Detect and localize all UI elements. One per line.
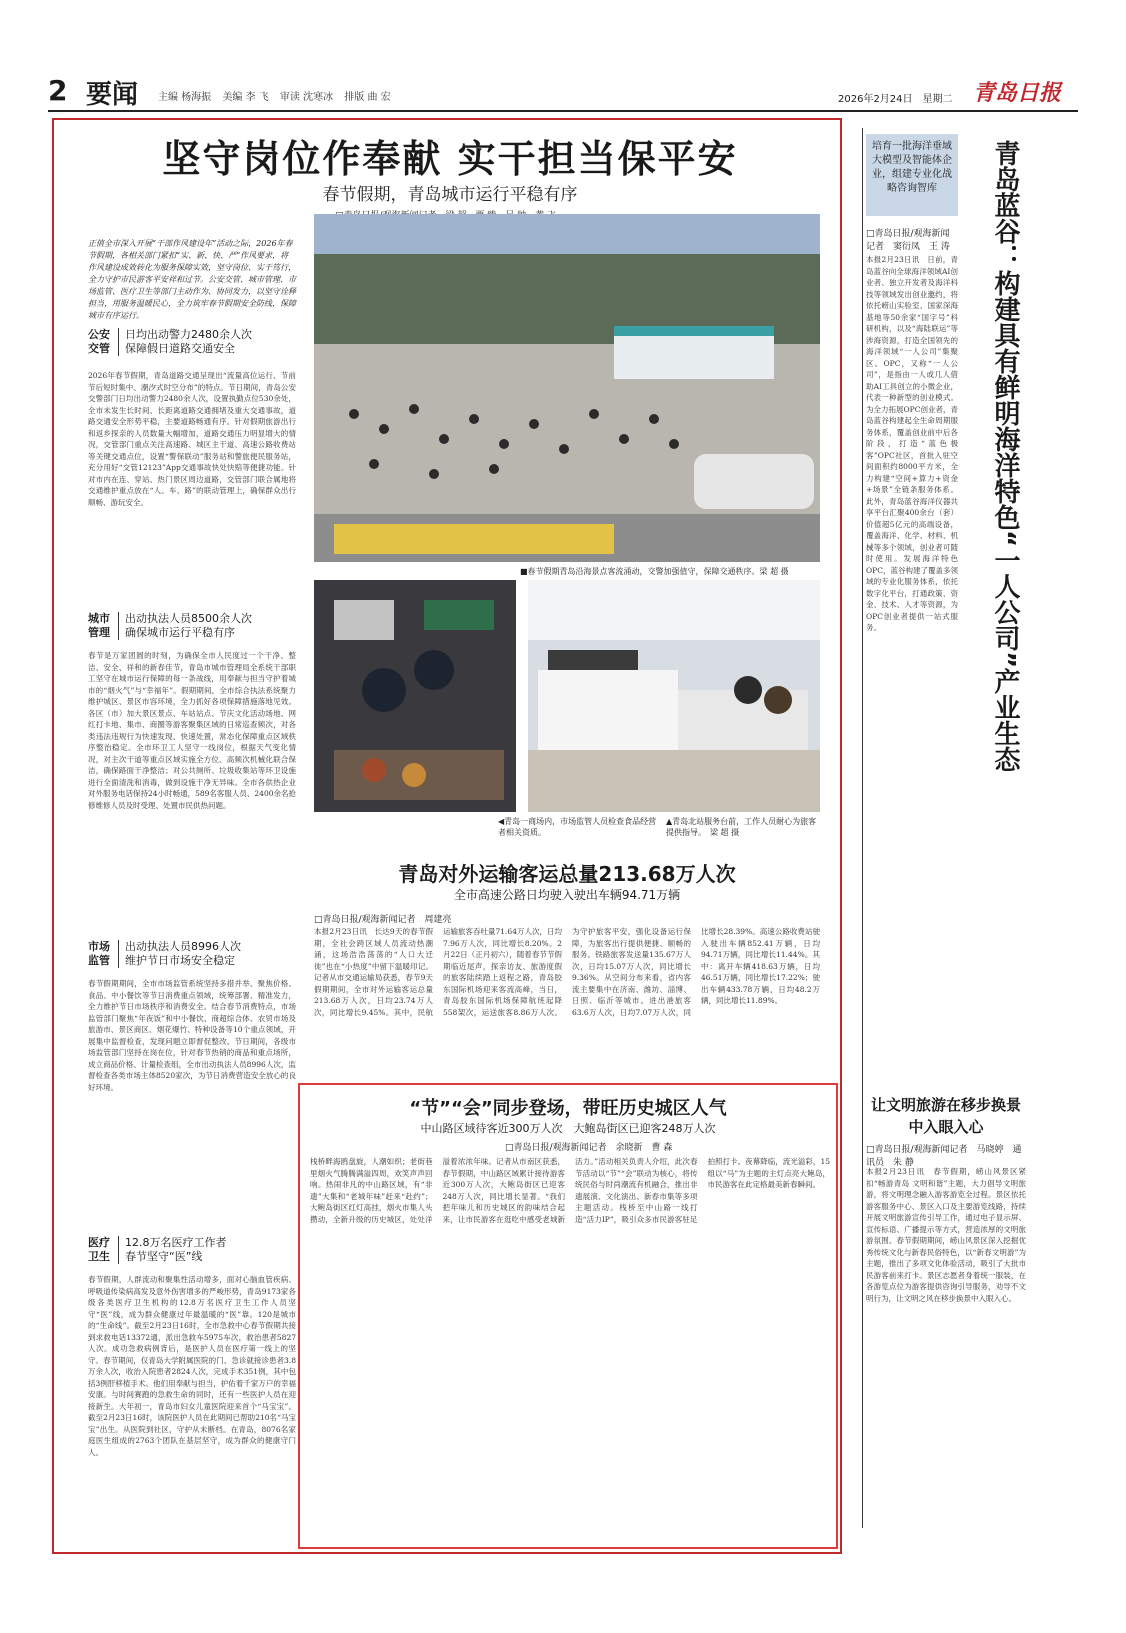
newspaper-logo: 青岛日报 [973, 80, 1062, 106]
photo-crowd-seaside [314, 214, 820, 562]
transport-subheadline: 全市高速公路日均驶入驶出车辆94.71万辆 [453, 888, 681, 902]
issue-date: 2026年2月24日 星期二 [838, 94, 953, 105]
photo1-caption: ■春节假期青岛沿海景点客流涌动，交警加强值守，保障交通秩序。梁 超 摄 [520, 567, 789, 576]
festival-headline: “节”“会”同步登场，带旺历史城区人气 [409, 1098, 727, 1119]
photo2-caption: ◀青岛一商场内，市场监管人员检查食品经营者相关资质。 [498, 817, 657, 837]
photo-railway-station [528, 580, 820, 812]
blue-gu-text: 本报2月23日讯 日前，青岛蓝谷向全球海洋领域AI创业者、独立开发者及海洋科技等领域发出创业邀约，将依托崂山实验室、国家深海基地等50余家“国字号”科研机构，以及“海陆联运”等涉海资源，打造全国领先的海洋领域“一人公司”集聚区。OPC，又称“一人公司”，是指由一人或几人借助AI工具创立的小微企业，代表一种新型的创业模式。为全力拓展OPC创业者，青岛蓝谷构建起全生命周期服务体系，覆盖创业前中后各阶段，打造“蓝色极客”OPC社区，首批入驻空间面积约8000平方米，全力构建“空间+算力+资金+场景”全链条服务体系。此外，青岛蓝谷海洋仪器共享平台汇聚400余台（套）价值超5亿元的高端设备，覆盖海洋、化学、材料、机械等多个领域，创业者可随时使用。发展海洋特色OPC，蓝谷构建了覆盖多领域的专业化服务体系，依托数字化平台，打通政策、资金、技术、人才等资源，为OPC创业者提供一站式服务。 [866, 255, 958, 632]
civil-travel-text: 本报2月23日讯 春节假期，崂山风景区紧扣“畅游青岛 文明和谐”主题，大力倡导文明旅游，将文明理念融入游客游览全过程。景区依托游客服务中心、景区入口及主要游览线路，持续开展文明旅游宣传引导工作，通过电子显示屏、宣传标语、广播提示等方式，营造浓厚的文明旅游氛围。春节假期期间，崂山风景区深入挖掘优秀传统文化与新春民俗特色，以“新春文明游”为主题，推出了多项文化体验活动，吸引了大批市民游客前来打卡。景区志愿者身着统一服装，在各游览点位为游客提供咨询引导服务，劝导不文明行为，让文明之风在移步换景中入眼入心。 [866, 1167, 1026, 1303]
blue-gu-byline: □青岛日报/观海新闻记者 窦衍凤 王 涛 [866, 229, 950, 252]
photo3-caption: ▲青岛北站服务台前，工作人员耐心为旅客提供指导。 梁 超 摄 [666, 817, 817, 837]
section-text-market: 春节假期期间，全市市场监管系统坚持多措并举、聚焦价格、食品、中小餐饮等节日消费重点领域，统筹部署、精准发力，全力维护节日市场秩序和消费安全。结合春节消费特点，市场监管部门聚焦“年夜饭”和中小餐饮、商超综合体、农贸市场及旅游市、景区商区、烟花爆竹、特种设备等10个重点领域，开展集中监督检查，发现问题立即督促整改。节日期间，各级市场监管部门坚持在岗在位，针对春节热销的商品和重点场所，成立商品价格、计量检查组，全市出动执法人员8996人次，监督检查各类市场主体8520家次，为节日消费营造安全放心的良好环境。 [88, 979, 296, 1092]
page-header [48, 70, 1078, 112]
main-subheadline: 春节假期，青岛城市运行平稳有序 [322, 185, 578, 205]
photo-station-illustration [528, 580, 820, 812]
page-number: 2 [48, 74, 68, 107]
civil-travel-headline: 让文明旅游在移步换景中入眼入心 [870, 1096, 1021, 1136]
transport-byline-text: □青岛日报/观海新闻记者 周建亮 [314, 915, 452, 925]
column-divider [862, 128, 863, 1528]
festival-text: 栈桥畔海鸥盘旋，人潮如织；老街巷里烟火气腾腾满溢四周，欢笑声声回响。热闹非凡的中山路区域，有“非遗”大集和“老城年味”赶来“赴约”；大鲍岛街区红灯高挂，烟火市集人头攒动，全新升级的历史城区，处处洋溢着浓浓年味。记者从市南区获悉，春节假期，中山路区域累计接待游客近300万人次，大鲍岛街区已迎客248万人次，同比增长显著。“我们把年味儿和历史城区的韵味结合起来，让市民游客在逛吃中感受老城新活力。”活动相关负责人介绍，此次春节活动以“节”“会”联动为核心，将传统民俗与时尚潮流有机融合，推出非遗展演、文化演出、新春市集等多项主题活动。栈桥至中山路一线打造“活力IP”，吸引众多市民游客驻足拍照打卡。夜幕降临，流光溢彩，15组以“马”为主题的主灯点亮大鲍岛，市民游客在此定格最美新春瞬间。 [310, 1157, 830, 1224]
festival-subheadline: 中山路区域待客近300万人次 大鲍岛街区已迎客248万人次 [420, 1122, 716, 1135]
section-header-medical: 医疗卫生 12.8万名医疗工作者 春节坚守“医”线 [88, 1236, 227, 1263]
photo-crowd-illustration [314, 214, 820, 562]
festival-byline: □青岛日报/观海新闻记者 余晓新 曹 森 [505, 1143, 673, 1153]
editor-credits: 主编 杨海振 美编 李 飞 审读 沈寒冰 排版 曲 宏 [158, 92, 391, 103]
section-header-city: 城市管理 出动执法人员8500余人次 确保城市运行平稳有序 [88, 612, 252, 639]
section-header-traffic: 公安交管 日均出动警力2480余人次 保障假日道路交通安全 [88, 328, 252, 355]
section-text-medical: 春节假期，人群流动和聚集性活动增多，面对心脑血管疾病、呼吸道传染病高发及意外伤害增多的严峻形势，青岛9173家各级各类医疗卫生机构的12.8万名医疗卫生工作人员坚守“医”线，成为群众健康过年最温暖的“医”靠。120是城市的“生命线”。截至2月23日16时，全市急救中心春节假期共接到求救电话13372通，派出急救车5975车次，救治患者5827人次。成功急救病例背后，是医护人员在医疗第一线上的坚守。春节期间，仅青岛大学附属医院的门、急诊就接诊患者3.8万余人次，收治入院患者2824人次，完成手术351例，其中包括3例肝移植手术。他们用奉献与担当，护佑着千家万户的幸福安康。与时间赛跑的急救生命的同时，还有一些医护人员在迎接新生。大年初一，青岛市妇女儿童医院迎来首个“马宝宝”。截至2月23日16时，该院医护人员在此期间已帮助210名“马宝宝”出生。从医院到社区，守护从未断档。在青岛，8076名家庭医生组成的2763个团队在基层坚守，成为群众的健康守门人。 [88, 1275, 296, 1457]
main-intro: 正值全市深入开展“干部作风建设年”活动之际，2026年春节假期，各相关部门紧扣“实、新、快、严”作风要求，将作风建设成效转化为服务保障实效，坚守岗位、实干笃行，全力守护市民游客平安祥和过节。公安交管、城市管理、市场监管、医疗卫生等部门主动作为、协同发力，以坚守诠释担当，用服务温暖民心，全力筑牢春节假期安全防线，保障城市有序运行。 [88, 239, 296, 320]
section-name: 要闻 [86, 80, 139, 110]
photo-market-inspection [314, 580, 516, 812]
blue-gu-summary-box: 培育一批海洋垂域大模型及智能体企业，组建专业化战略咨询智库 [866, 134, 958, 216]
photo-inspection-illustration [314, 580, 516, 812]
section-text-city: 春节是万家团圆的时刻，为确保全市人民度过一个干净、整洁、安全、祥和的新春佳节，青岛市城市管理局全系统干部职工坚守在城市运行保障的每一条战线，用奉献与担当守护着城市的“烟火气”与“幸福年”。假期期间，全市综合执法系统聚力维护城区、景区市容环境，全力抓好各项保障措施落地见效。各区（市）加大景区景点、车站站点、节庆文化活动场地、网红打卡地、集市、商圈等游客聚集区域的日常巡查频次，对各类违法违规行为快速发现、快速处置，常态化保障重点区域秩序整治稳定。全市环卫工人坚守一线岗位，根据天气变化情况，对主次干道等重点区域实施全方位、高频次机械化联合保洁，确保路面干净整洁；对公共厕所、垃圾收集站等环卫设施进行全面清洗和消毒，做到设施干净无异味。全市各供热企业对外服务电话保持24小时畅通，589名客服人员、2400余名抢修维修人员及时受理、处置市民供热问题。 [88, 651, 296, 810]
section-text-traffic: 2026年春节假期，青岛道路交通呈现出“流量高位运行、节前节后短时集中、潮汐式时空分布”的特点。节日期间，青岛公安交警部门日均出动警力2480余人次，设置执勤点位530余处，全市未发生长时间、长距离道路交通拥堵及重大交通事故，道路交通安全形势平稳，主要道路畅通有序。针对假期旅游出行和返乡探亲的人员数量大幅增加，道路交通压力明显增大的情况，交管部门重点关注高速路、城区主干道、高速公路收费站等关键交通点位，设置“警保联动”服务站和警旅便民服务站，充分用好“交管12123”App交通事故快处快赔等便捷功能。针对市内在连、穿站、热门景区周边道路，交管部门联合属地将交通维护重点放在“人、车、路”的联动管理上，确保群众出行顺畅、游玩安全。 [88, 371, 296, 507]
transport-text: 本报2月23日讯 长达9天的春节假期，全社会跨区域人员流动热潮涌，这场浩浩荡荡的“人口大迁徙”也在“小热度”中留下温暖印记。记者从市交通运输局获悉，春节9天假期期间，全市对外运输客运总量213.68万人次，日均23.74万人次，同比增长9.45%。其中，民航运输旅客吞吐量71.64万人次，日均7.96万人次，同比增长8.20%。2月22日（正月初六），随着春节节假期临近尾声，探亲访友、旅游度假的旅客陆续踏上返程之路，青岛胶东国际机场迎来客流高峰，当日，青岛胶东国际机场保障航班起降558架次，运送旅客8.86万人次。为守护旅客平安，强化设备运行保障，为旅客出行提供便捷、顺畅的服务。铁路旅客发送量135.67万人次，日均15.07万人次，同比增长9.36%。从空间分布来看，省内客流主要集中在济南、潍坊、淄博、日照、临沂等城市。进出港旅客63.6万人次，日均7.07万人次，同比增长28.39%。高速公路收费站驶入驶出车辆852.41万辆，日均94.71万辆，同比增长11.44%。其中：离开车辆418.63万辆，日均46.51万辆，同比增长17.22%；驶出车辆433.78万辆，日均48.2万辆，同比增长11.89%。 [314, 927, 820, 1017]
blue-gu-headline: 青岛蓝谷：构建具有鲜明海洋特色“一人公司”产业生态 [990, 140, 1020, 773]
main-headline: 坚守岗位作奉献 实干担当保平安 [162, 137, 738, 181]
transport-headline: 青岛对外运输客运总量213.68万人次 [398, 862, 736, 886]
section-header-market: 市场监管 出动执法人员8996人次 维护节日市场安全稳定 [88, 940, 241, 967]
civil-travel-byline: □青岛日报/观海新闻记者 马晓婷 通讯员 朱 静 [866, 1145, 1022, 1168]
